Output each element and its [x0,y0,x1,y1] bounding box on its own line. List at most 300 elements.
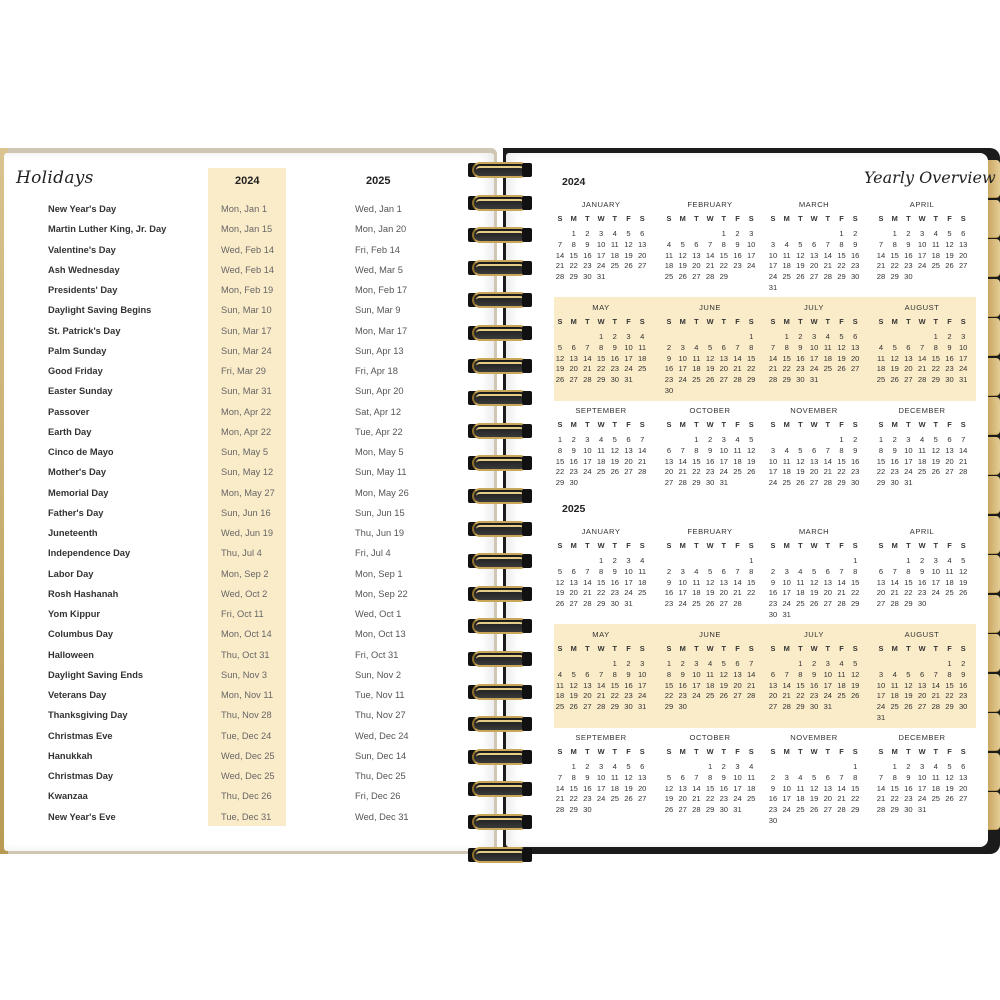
day-cell: 22 [596,588,606,598]
month-tab[interactable] [988,358,1000,396]
day-cell: 27 [850,364,860,374]
day-cell: 24 [596,261,606,271]
day-cell: 10 [768,456,778,466]
weekday-letter: M [891,420,898,429]
month-tab[interactable] [988,397,1000,435]
day-cell: 2 [680,659,685,668]
holiday-name: Valentine's Day [48,244,116,255]
day-cell: 21 [596,691,606,701]
weekday-letter: S [852,644,858,653]
day-cell: 5 [680,239,685,249]
day-cell: 10 [768,250,778,260]
day-cell: 28 [555,805,565,815]
weekday-header [766,644,862,654]
day-cell: 7 [585,342,590,352]
day-cell: 8 [892,239,897,249]
weekday-letter: T [612,214,618,223]
day-cell: 24 [876,702,886,712]
day-cell: 23 [583,261,592,271]
weekday-letter: M [783,420,790,429]
day-cell: 23 [678,691,687,701]
holiday-date-2025: Mon, Mar 17 [355,325,408,336]
holiday-name: Veterans Day [48,690,107,700]
day-cell: 8 [707,772,713,782]
day-cell: 10 [678,577,687,587]
day-cell: 11 [638,342,647,352]
day-cell: 30 [719,805,729,815]
weekday-letter: F [839,317,844,326]
holiday-date-2024: Sun, May 5 [221,447,269,457]
spiral-ring [464,388,536,408]
day-cell: 3 [825,659,830,668]
weekday-letter: S [639,747,645,756]
day-cell: 21 [678,467,687,477]
day-cell: 25 [917,467,927,477]
day-cell: 11 [692,577,701,587]
day-cell: 4 [640,556,645,565]
weekday-letter: W [597,420,605,429]
month-tab[interactable] [988,753,1000,791]
day-cell: 15 [796,680,805,690]
day-cell: 17 [931,577,941,587]
day-cell: 2 [853,435,858,444]
day-cell: 10 [583,445,592,455]
holiday-name: Christmas Eve [48,730,113,741]
weekday-letter: S [666,214,672,223]
day-cell: 5 [612,435,617,444]
day-cell: 25 [555,702,565,712]
day-cell: 12 [931,445,941,455]
day-cell: 24 [931,588,941,598]
month-name: APRIL [909,200,935,209]
day-cell: 7 [735,566,740,576]
day-cell: 27 [958,261,968,271]
day-cell: 8 [749,566,754,576]
day-cell: 3 [640,659,645,668]
day-cell: 2 [947,332,952,341]
day-cell: 13 [823,577,833,587]
day-cell: 2 [853,229,858,238]
weekday-letter: W [706,420,714,429]
month-tab[interactable] [988,200,1000,238]
weekday-letter: S [639,214,645,223]
day-cell: 15 [569,250,578,260]
day-cell: 21 [876,261,886,271]
day-cell: 16 [958,680,968,690]
day-cell: 10 [904,445,913,455]
day-cell: 20 [809,467,819,477]
day-cell: 14 [823,250,833,260]
day-cell: 23 [958,691,968,701]
day-cell: 26 [569,702,578,712]
day-cell: 2 [707,435,713,444]
day-cell: 11 [556,680,564,690]
day-cell: 2 [906,762,911,771]
holiday-name: Presidents' Day [48,285,118,295]
weekday-letter: S [960,644,966,653]
day-cell: 26 [719,691,729,701]
day-cell: 3 [933,556,938,565]
weekday-letter: W [706,747,714,756]
day-cell: 26 [610,467,620,477]
day-cell: 21 [692,794,701,804]
day-cell: 17 [678,364,687,374]
weekday-letter: T [694,541,699,550]
day-cell: 22 [569,794,578,804]
day-cell: 23 [664,599,674,609]
day-cell: 19 [931,456,941,466]
weekday-letter: S [557,644,563,653]
day-cell: 13 [809,250,819,260]
day-cell: 25 [610,261,620,271]
day-cell: 8 [784,342,789,352]
month-tab[interactable] [988,595,1000,633]
day-cell: 12 [958,566,968,576]
day-cell: 20 [583,691,592,701]
weekday-letter: F [626,317,631,326]
day-cell: 26 [705,599,715,609]
day-cell: 7 [640,435,645,444]
month-name: NOVEMBER [790,406,838,415]
day-cell: 9 [947,342,952,352]
day-cell: 24 [678,599,687,609]
day-cell: 13 [958,239,968,249]
day-cell: 31 [624,375,633,385]
month-tab[interactable] [988,279,1000,317]
weekday-letter: S [639,644,645,653]
day-cell: 25 [692,599,701,609]
day-cell: 28 [583,375,592,385]
spiral-ring [464,356,536,376]
day-cell: 14 [596,680,606,690]
month-calendar [766,303,862,401]
weekday-letter: S [878,644,884,653]
day-cell: 20 [768,691,778,701]
day-cell: 30 [583,272,592,282]
day-cell: 30 [610,375,620,385]
day-cell: 12 [809,783,819,793]
day-cell: 29 [904,599,913,609]
weekday-letter: T [585,317,590,326]
day-cell: 5 [571,669,576,679]
day-cell: 6 [961,229,966,238]
day-cell: 6 [640,229,645,238]
weekday-letter: S [639,317,645,326]
day-cell: 2 [626,659,631,668]
weekday-letter: W [810,541,818,550]
month-tab[interactable] [988,476,1000,514]
holiday-date-2024: Mon, May 27 [221,487,275,498]
day-cell: 28 [876,805,886,815]
day-cell: 7 [933,669,938,679]
day-cell: 9 [626,669,631,679]
day-cell: 24 [809,364,819,374]
day-cell: 16 [569,456,578,466]
day-cell: 10 [733,772,742,782]
month-calendar [553,303,649,401]
weekday-header [766,541,862,551]
month-tab[interactable] [988,792,1000,830]
day-cell: 1 [784,332,789,341]
day-cell: 2 [919,556,925,565]
day-cell: 20 [678,794,687,804]
holiday-date-2024: Sun, Mar 24 [221,345,272,356]
weekday-letter: S [960,420,966,429]
day-cell: 19 [664,794,674,804]
weekday-letter: F [947,317,952,326]
day-cell: 18 [555,691,565,701]
month-tab[interactable] [988,674,1000,712]
day-cell: 12 [945,239,954,249]
holiday-name: Yom Kippur [48,609,100,619]
day-cell: 30 [705,478,715,488]
weekday-letter: M [570,214,577,223]
day-cell: 27 [664,478,674,488]
day-cell: 28 [705,272,715,282]
weekday-header [553,317,649,327]
day-cell: 15 [569,783,578,793]
day-cell: 5 [666,772,672,782]
month-calendar [553,630,649,728]
day-cell: 10 [692,669,701,679]
day-cell: 7 [825,239,830,249]
weekday-letter: W [810,317,818,326]
holiday-date-2025: Tue, Apr 22 [355,426,403,437]
day-cell: 27 [637,261,647,271]
holiday-name: Ash Wednesday [48,264,120,275]
day-cell: 17 [637,680,647,690]
day-cell: 30 [768,816,778,825]
day-cell: 16 [850,456,860,466]
day-cell: 11 [733,445,742,455]
day-cell: 27 [637,794,647,804]
day-cell: 6 [853,332,858,341]
day-cell: 23 [904,794,913,804]
day-cell: 15 [837,250,846,260]
day-cell: 22 [692,467,701,477]
weekday-letter: F [626,541,631,550]
weekday-letter: S [960,317,966,326]
day-cell: 1 [853,556,858,565]
day-cell: 30 [850,478,860,488]
day-cell: 9 [961,669,966,679]
month-calendar [662,527,758,625]
weekday-letter: F [735,420,740,429]
day-cell: 9 [707,445,713,455]
day-cell: 20 [876,588,886,598]
day-cell: 10 [958,342,968,352]
weekday-letter: F [839,541,844,550]
weekday-header [553,420,649,430]
month-name: JANUARY [581,527,621,536]
weekday-letter: T [721,747,727,756]
weekday-header [874,420,970,430]
month-name: MAY [592,630,610,639]
day-cell: 18 [733,456,742,466]
day-cell: 23 [664,375,674,385]
day-cell: 11 [931,239,940,249]
day-cell: 23 [945,364,954,374]
month-tab[interactable] [988,437,1000,475]
day-cell: 31 [782,610,791,619]
weekday-letter: F [735,317,740,326]
day-cell: 26 [809,599,819,609]
spiral-ring [464,682,536,702]
weekday-letter: S [748,420,754,429]
weekday-letter: M [570,747,577,756]
weekday-letter: W [810,214,818,223]
weekday-letter: S [557,214,563,223]
day-cell: 18 [931,250,941,260]
day-cell: 17 [917,250,927,260]
day-cell: 17 [746,250,756,260]
weekday-letter: S [557,541,563,550]
month-tab[interactable] [988,634,1000,672]
day-cell: 23 [583,794,592,804]
day-cell: 16 [850,250,860,260]
holiday-date-2025: Fri, Feb 14 [355,244,400,255]
day-cell: 8 [721,239,726,249]
day-cell: 16 [768,588,778,598]
weekday-letter: T [721,214,727,223]
month-tab[interactable] [988,516,1000,554]
weekday-header [553,747,649,757]
weekday-letter: T [933,644,939,653]
day-cell: 26 [945,794,954,804]
day-cell: 4 [666,239,672,249]
day-cell: 17 [782,794,791,804]
day-cell: 21 [733,364,742,374]
month-tabs [988,160,1000,830]
day-cell: 3 [749,229,754,238]
holiday-name: Father's Day [48,507,104,518]
month-tab[interactable] [988,239,1000,277]
weekday-letter: M [891,644,898,653]
day-cell: 25 [705,691,715,701]
weekday-letter: F [735,541,740,550]
day-cell: 9 [798,342,803,352]
day-cell: 2 [612,556,617,565]
day-cell: 4 [798,566,803,576]
day-cell: 3 [626,332,631,341]
day-cell: 14 [583,353,592,363]
day-cell: 22 [746,364,756,374]
weekday-letter: T [585,747,590,756]
day-cell: 9 [811,669,817,679]
weekday-letter: T [933,214,939,223]
day-cell: 15 [850,783,860,793]
day-cell: 26 [850,691,860,701]
day-cell: 30 [796,375,805,385]
weekday-letter: T [798,541,803,550]
day-cell: 15 [555,456,565,466]
day-cell: 27 [624,467,633,477]
day-cell: 15 [782,353,791,363]
weekday-header [553,541,649,551]
day-cell: 21 [837,588,846,598]
holiday-date-2024: Thu, Jul 4 [221,548,262,559]
month-tab[interactable] [988,318,1000,356]
day-cell: 3 [680,566,685,576]
weekday-letter: T [585,644,590,653]
month-calendar [766,527,862,625]
day-cell: 24 [596,794,606,804]
day-cell: 26 [796,272,805,282]
weekday-letter: M [679,747,686,756]
day-cell: 3 [721,435,726,444]
day-cell: 19 [705,364,715,374]
day-cell: 16 [904,783,913,793]
month-calendar [662,303,758,401]
day-cell: 9 [585,239,590,249]
weekday-letter: W [597,541,605,550]
day-cell: 7 [961,435,966,444]
weekday-letter: T [825,541,831,550]
day-cell: 16 [678,680,687,690]
day-cell: 2 [770,772,776,782]
day-cell: 7 [784,669,789,679]
day-cell: 20 [664,467,674,477]
holiday-date-2025: Wed, Dec 24 [355,730,409,741]
day-cell: 25 [596,467,606,477]
day-cell: 16 [664,588,674,598]
day-cell: 12 [705,353,715,363]
day-cell: 30 [569,478,578,488]
month-calendar [874,527,970,625]
weekday-letter: M [570,644,577,653]
day-cell: 18 [610,250,620,260]
day-cell: 30 [583,805,592,815]
day-cell: 21 [931,691,941,701]
day-cell: 17 [692,680,701,690]
day-cell: 4 [784,445,789,455]
weekday-letter: T [798,214,803,223]
day-cell: 1 [947,659,952,668]
day-cell: 19 [890,364,899,374]
holiday-name: Labor Day [48,568,94,579]
holiday-date-2025: Wed, Jan 1 [355,204,402,214]
day-cell: 3 [598,229,604,238]
holiday-date-2025: Mon, Feb 17 [355,285,408,295]
holiday-name: Columbus Day [48,629,114,640]
day-cell: 1 [839,435,844,444]
month-name: OCTOBER [689,733,731,742]
day-cell: 7 [557,239,563,249]
day-cell: 7 [707,239,713,249]
weekday-letter: T [694,644,699,653]
weekday-letter: M [783,644,790,653]
day-cell: 3 [770,239,776,249]
day-cell: 21 [958,456,968,466]
day-cell: 27 [876,599,886,609]
day-cell: 12 [837,342,846,352]
day-cell: 25 [782,478,791,488]
day-cell: 24 [583,467,592,477]
day-cell: 11 [782,456,791,466]
month-tab[interactable] [988,713,1000,751]
weekday-letter: T [906,747,911,756]
holiday-date-2024: Wed, Oct 2 [221,588,268,599]
month-tab[interactable] [988,555,1000,593]
day-cell: 19 [555,588,565,598]
day-cell: 5 [798,239,803,249]
weekday-letter: T [798,420,803,429]
day-cell: 7 [557,772,563,782]
holiday-date-2025: Sun, May 11 [355,467,407,478]
day-cell: 4 [694,342,699,352]
day-cell: 18 [637,353,647,363]
day-cell: 24 [917,794,927,804]
